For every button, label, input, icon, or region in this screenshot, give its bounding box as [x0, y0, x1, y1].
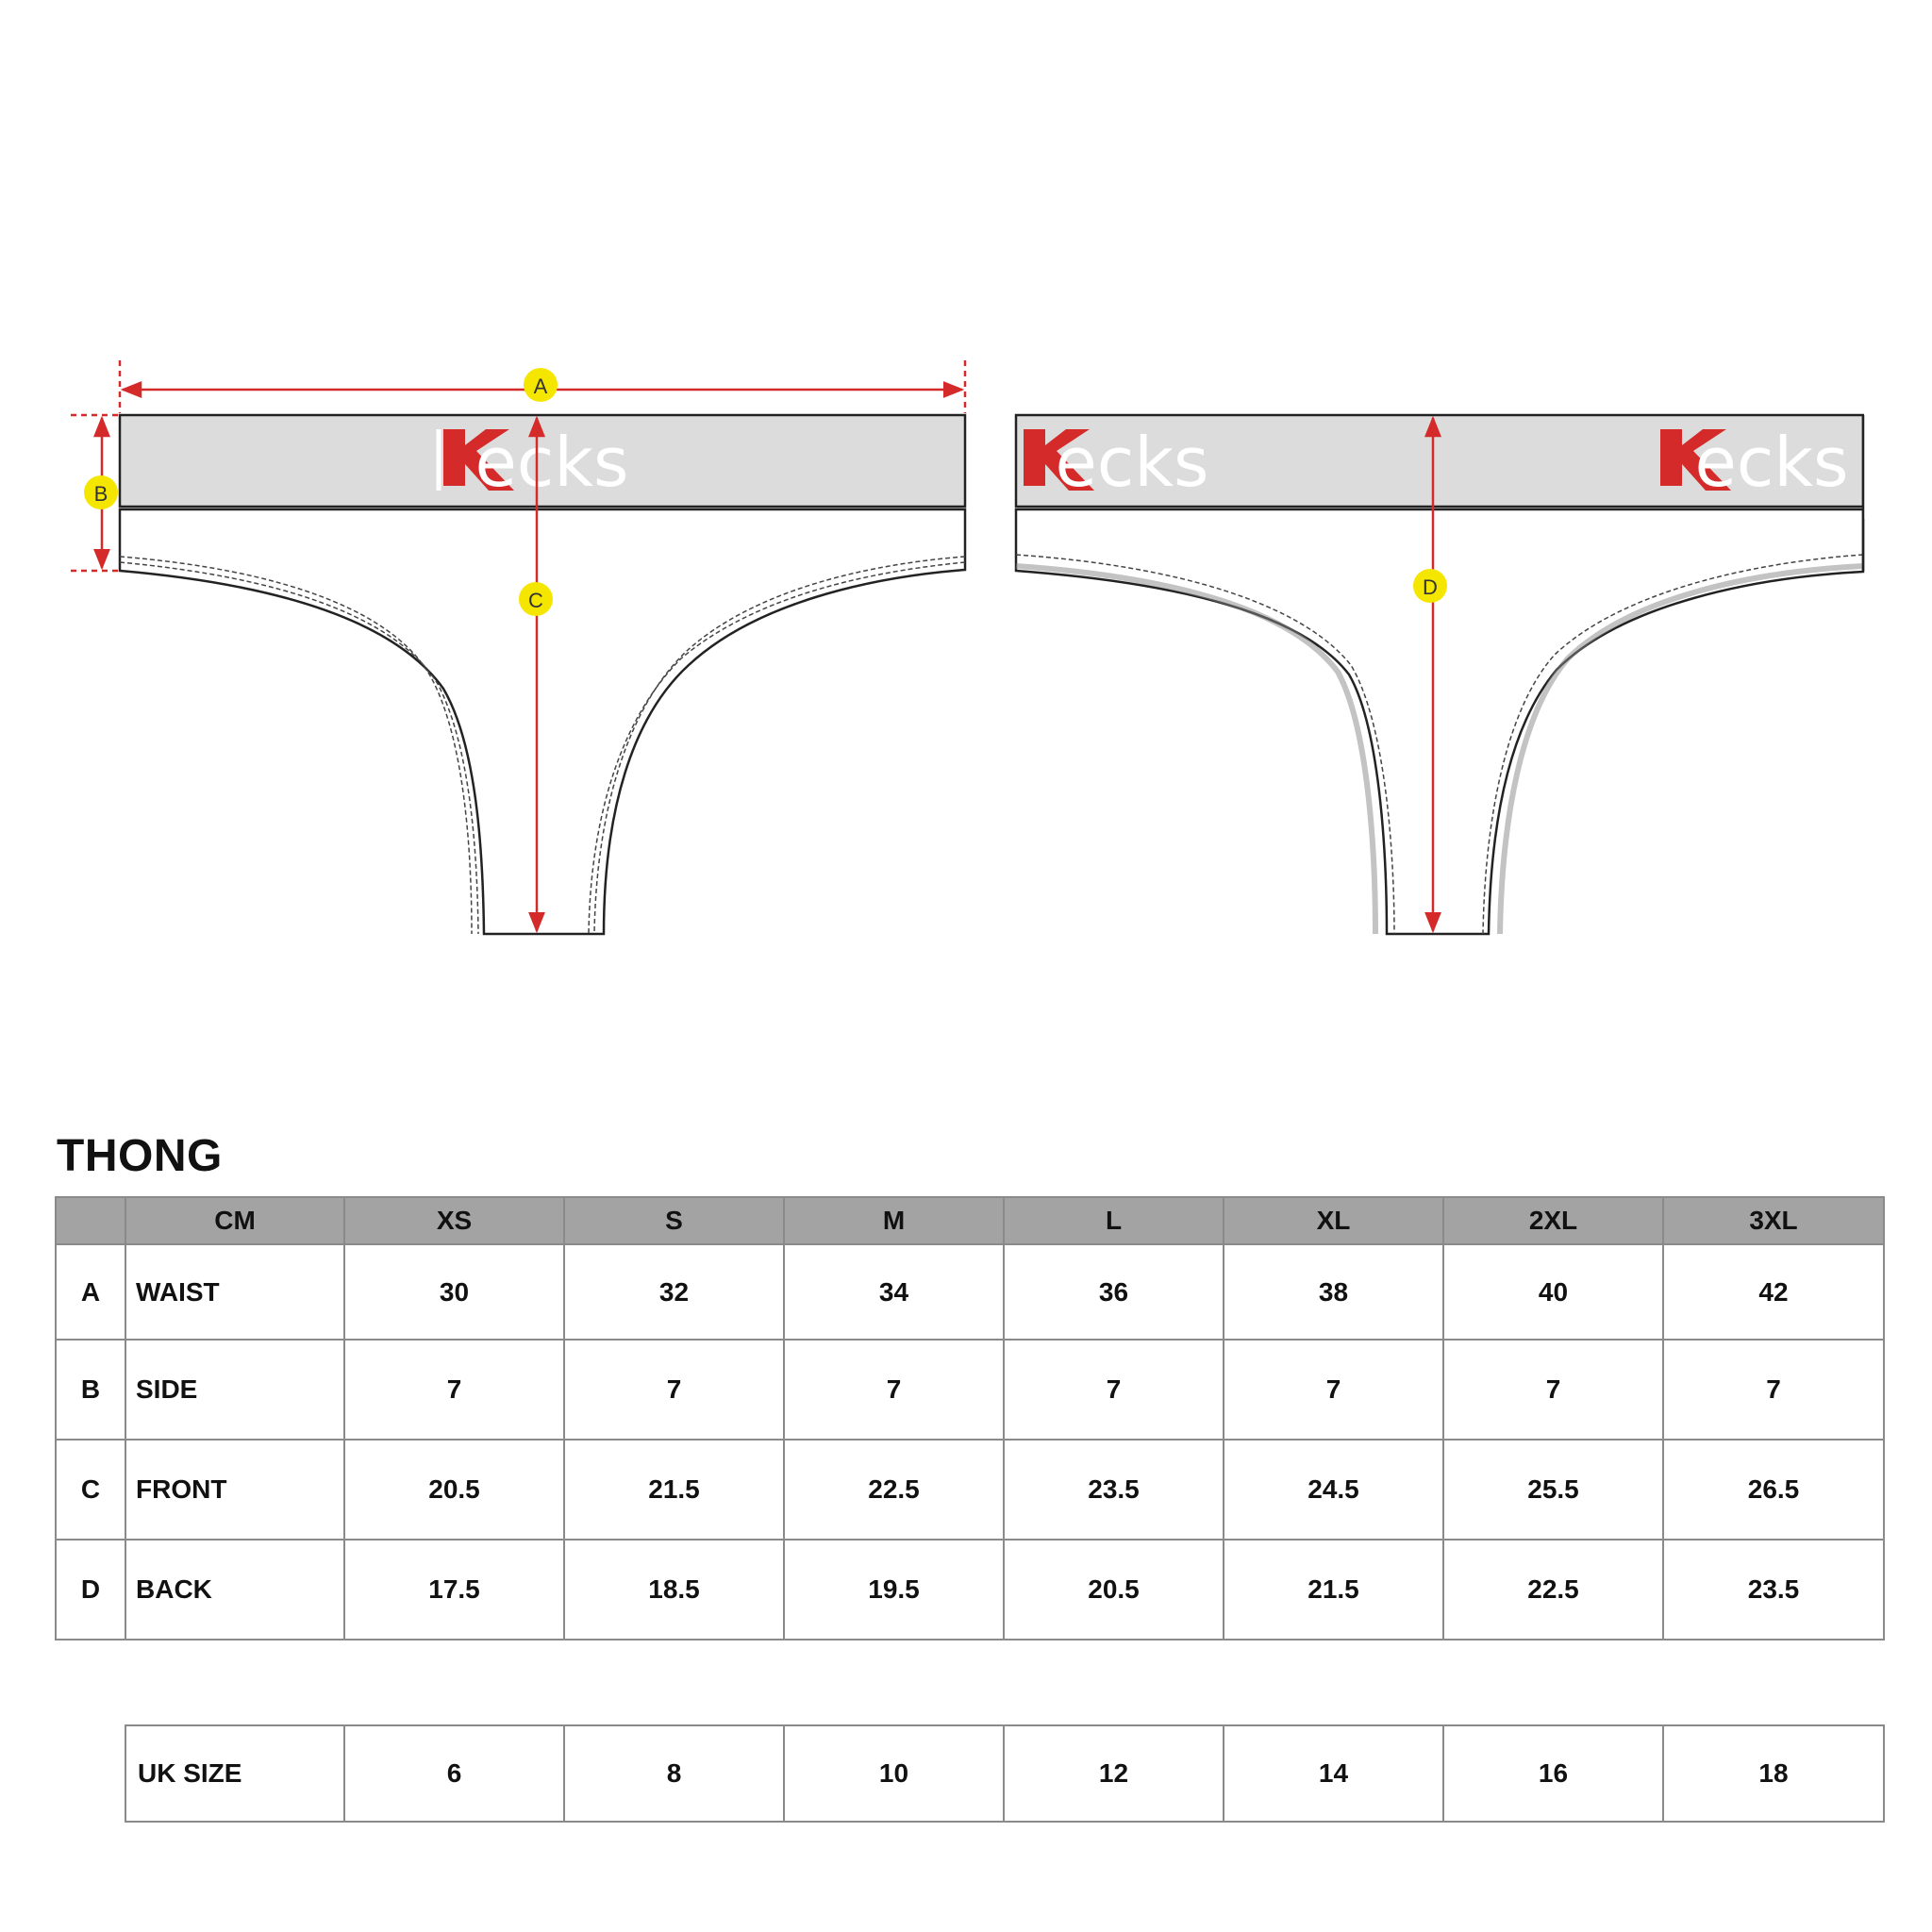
- cell-value: 30: [344, 1244, 564, 1340]
- cell-value: 7: [1004, 1340, 1224, 1440]
- pin-a-label: A: [533, 375, 548, 398]
- uk-size-row: [125, 1725, 1884, 1822]
- cell-value: 34: [784, 1244, 1004, 1340]
- table-row: [56, 1440, 1884, 1540]
- uk-size-value: 18: [1663, 1725, 1884, 1822]
- cell-value: 20.5: [1004, 1540, 1224, 1640]
- cell-value: 42: [1663, 1244, 1884, 1340]
- header-corner: [56, 1197, 125, 1244]
- uk-size-value: 8: [564, 1725, 784, 1822]
- cell-value: 23.5: [1004, 1440, 1224, 1540]
- front-view: [120, 415, 965, 934]
- header-size: M: [784, 1197, 1004, 1244]
- cell-value: 24.5: [1224, 1440, 1443, 1540]
- cell-value: 7: [784, 1340, 1004, 1440]
- cell-value: 20.5: [344, 1440, 564, 1540]
- pin-c: [519, 582, 553, 616]
- table-row: [56, 1244, 1884, 1340]
- table-row: [56, 1340, 1884, 1440]
- cell-value: 7: [1443, 1340, 1663, 1440]
- cell-value: 7: [344, 1340, 564, 1440]
- back-logo-right-text: ecks: [1694, 423, 1849, 502]
- front-body-outline: [120, 509, 965, 934]
- cell-value: 32: [564, 1244, 784, 1340]
- cell-value: 7: [1224, 1340, 1443, 1440]
- cell-value: 38: [1224, 1244, 1443, 1340]
- row-name: BACK: [125, 1540, 344, 1640]
- size-table: [55, 1196, 1885, 1641]
- header-size: XS: [344, 1197, 564, 1244]
- row-code: C: [56, 1440, 125, 1540]
- cell-value: 17.5: [344, 1540, 564, 1640]
- uk-size-value: 12: [1004, 1725, 1224, 1822]
- row-code: A: [56, 1244, 125, 1340]
- cell-value: 7: [1663, 1340, 1884, 1440]
- back-view: [1016, 406, 1902, 934]
- pin-c-label: C: [528, 589, 543, 612]
- row-name: SIDE: [125, 1340, 344, 1440]
- row-name: FRONT: [125, 1440, 344, 1540]
- row-code: B: [56, 1340, 125, 1440]
- uk-size-value: 10: [784, 1725, 1004, 1822]
- cell-value: 21.5: [564, 1440, 784, 1540]
- header-size: L: [1004, 1197, 1224, 1244]
- cell-value: 26.5: [1663, 1440, 1884, 1540]
- cell-value: 22.5: [784, 1440, 1004, 1540]
- header-size: 3XL: [1663, 1197, 1884, 1244]
- uk-size-value: 6: [344, 1725, 564, 1822]
- header-unit: CM: [125, 1197, 344, 1244]
- uk-size-value: 16: [1443, 1725, 1663, 1822]
- cell-value: 36: [1004, 1244, 1224, 1340]
- pin-b: [84, 475, 118, 509]
- table-header-row: [56, 1197, 1884, 1244]
- header-size: 2XL: [1443, 1197, 1663, 1244]
- pin-d-label: D: [1423, 575, 1438, 599]
- row-name: WAIST: [125, 1244, 344, 1340]
- uk-size-table: [125, 1724, 1885, 1823]
- row-code: D: [56, 1540, 125, 1640]
- front-logo-text: ecks: [475, 423, 629, 502]
- cell-value: 18.5: [564, 1540, 784, 1640]
- pin-d: [1413, 569, 1447, 603]
- cell-value: 23.5: [1663, 1540, 1884, 1640]
- page-title: THONG: [57, 1131, 223, 1181]
- pin-b-label: B: [93, 482, 108, 506]
- pin-a: [524, 368, 558, 402]
- cell-value: 19.5: [784, 1540, 1004, 1640]
- header-size: S: [564, 1197, 784, 1244]
- header-size: XL: [1224, 1197, 1443, 1244]
- table-row: [56, 1540, 1884, 1640]
- back-logo-left-text: ecks: [1055, 423, 1209, 502]
- cell-value: 40: [1443, 1244, 1663, 1340]
- cell-value: 21.5: [1224, 1540, 1443, 1640]
- cell-value: 22.5: [1443, 1540, 1663, 1640]
- uk-size-value: 14: [1224, 1725, 1443, 1822]
- cell-value: 25.5: [1443, 1440, 1663, 1540]
- uk-size-label: UK SIZE: [125, 1725, 344, 1822]
- cell-value: 7: [564, 1340, 784, 1440]
